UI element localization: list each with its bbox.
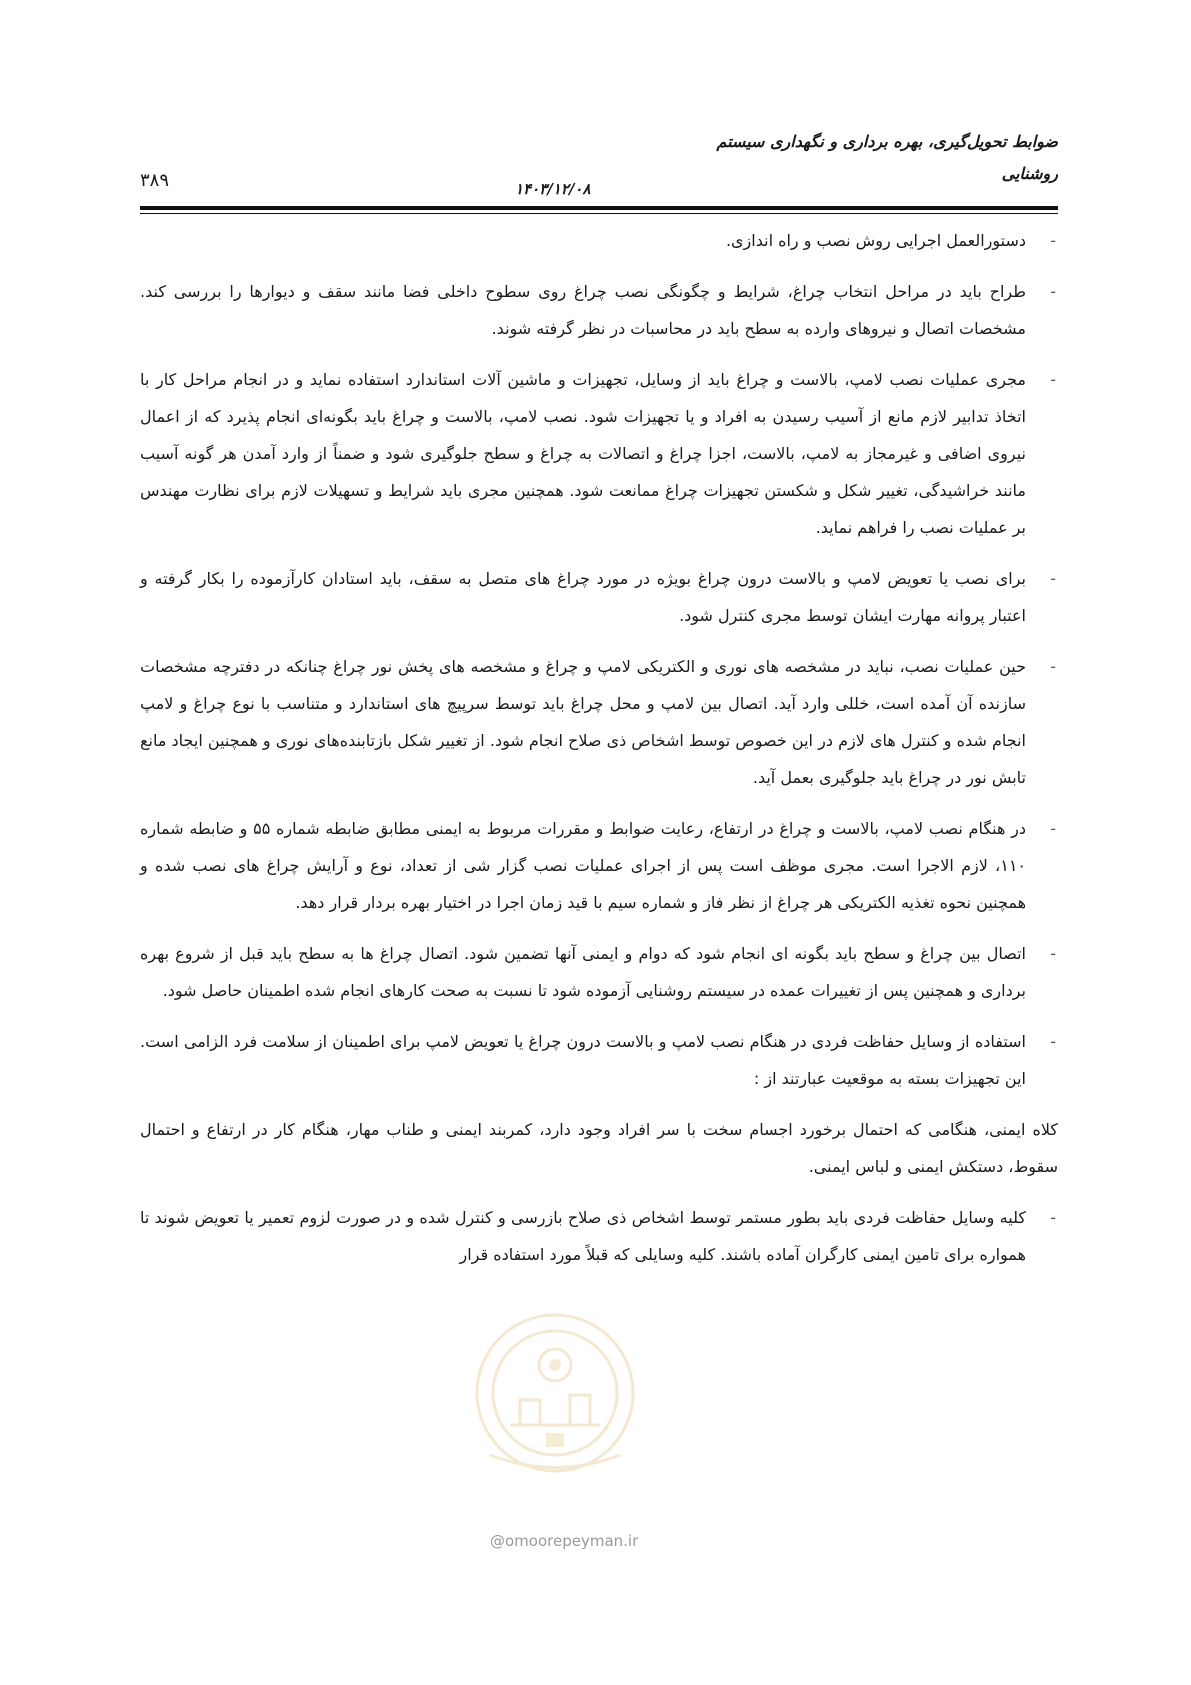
list-item-text: دستورالعمل اجرایی روش نصب و راه اندازی. — [725, 231, 1026, 250]
page-header — [140, 132, 1058, 202]
bullet-dash: - — [1050, 657, 1056, 676]
list-item-text: برای نصب یا تعویض لامپ و بالاست درون چراغ بویژه در مورد چراغ های متصل به سقف، باید استادان کارآزموده را بکار گرفته و اعتبار پروانه مهارت ایشان توسط مجری کنترل شود. — [140, 569, 1026, 625]
header-title — [716, 132, 1058, 183]
bullet-dash: - — [1050, 370, 1056, 389]
bullet-dash: - — [1050, 569, 1056, 588]
bullet-dash: - — [1050, 1032, 1056, 1051]
ppe-note-paragraph: کلاه ایمنی، هنگامی که احتمال برخورد اجسام سخت با سر افراد وجود دارد، کمربند ایمنی و طناب مهار، هنگام کار در ارتفاع و احتمال سقوط، دستکش ایمنی و لباس ایمنی. — [140, 1120, 1058, 1176]
list-item-text: طراح باید در مراحل انتخاب چراغ، شرایط و چگونگی نصب چراغ روی سطوح داخلی فضا مانند سقف و دیوارها را بررسی کند. مشخصات اتصال و نیروهای وارده به سطح باید در محاسبات در نظر گرفته شوند. — [140, 282, 1026, 338]
bullet-dash: - — [1050, 944, 1056, 963]
list-item-text: مجری عملیات نصب لامپ، بالاست و چراغ باید از وسایل، تجهیزات و ماشین آلات استاندارد استفاده نماید و در انجام مراحل کار با اتخاذ تدابیر لازم مانع از آسیب رسیدن به افراد و یا تجهیزات شود. نصب لامپ، بالاست و چراغ باید بگونه‌ای انجام پذیرد که از اعمال نیروی اضافی و غیرمجاز به لامپ، بالاست، اجزا چراغ و اتصالات به چراغ و سطح جلوگیری شود و ضمناً از وارد آمدن هر گونه آسیب مانند خراشیدگی، تغییر شکل و شکستن تجهیزات چراغ ممانعت شود. همچنین مجری باید شرایط و تسهیلات لازم برای نظارت مهندس بر عملیات نصب را فراهم نماید. — [140, 370, 1026, 537]
bullet-dash: - — [1050, 231, 1056, 250]
header-date: ۱۴۰۳/۱۲/۰۸ — [515, 180, 591, 198]
list-item — [140, 222, 1058, 259]
watermark-logo — [470, 1305, 640, 1480]
page-number: ۳۸۹ — [140, 170, 170, 191]
list-item — [140, 1199, 1058, 1273]
list-item-text: کلیه وسایل حفاظت فردی باید بطور مستمر توسط اشخاص ذی صلاح بازرسی و کنترل شده و در صورت لزوم تعمیر یا تعویض شوند تا همواره برای تامین ایمنی کارگران آماده باشند. کلیه وسایلی که قبلاً مورد استفاده قرار — [140, 1208, 1026, 1264]
body-content — [140, 222, 1058, 1287]
list-item — [140, 935, 1058, 1009]
header-title-line2: روشنایی — [1001, 164, 1058, 183]
bullet-dash: - — [1050, 282, 1056, 301]
list-item — [140, 810, 1058, 921]
bullet-dash: - — [1050, 1208, 1056, 1227]
list-item-text: در هنگام نصب لامپ، بالاست و چراغ در ارتفاع، رعایت ضوابط و مقررات مربوط به ایمنی مطابق ضابطه شماره ۵۵ و ضابطه شماره ۱۱۰، لازم الاجرا است. مجری موظف است پس از اجرای عملیات نصب گزار شی از تعداد، نوع و آرایش چراغ های نصب شده و همچنین نحوه تغذیه الکتریکی هر چراغ از نظر فاز و شماره سیم با قید زمان اجرا در اختیار بهره بردار قرار دهد. — [140, 819, 1026, 912]
list-item-text: اتصال بین چراغ و سطح باید بگونه ای انجام شود که دوام و ایمنی آنها تضمین شود. اتصال چراغ ها به سطح باید قبل از شروع بهره برداری و همچنین پس از تغییرات عمده در سیستم روشنایی آزموده شود تا نسبت به صحت کارهای انجام شده اطمینان حاصل شود. — [140, 944, 1026, 1000]
header-rule-thick — [140, 206, 1058, 210]
list-item-text: حین عملیات نصب، نباید در مشخصه های نوری و الکتریکی لامپ و چراغ و مشخصه های پخش نور چراغ چنانکه در دفترچه مشخصات سازنده آن آمده است، خللی وارد آید. اتصال بین لامپ و محل چراغ باید توسط سرپیچ های استاندارد و متناسب با نوع چراغ و لامپ انجام شده و کنترل های لازم در این خصوص توسط اشخاص ذی صلاح انجام شود. از تغییر شکل بازتابنده‌های نوری و همچنین ایجاد مانع تابش نور در چراغ باید جلوگیری بعمل آید. — [140, 657, 1026, 787]
list-item — [140, 648, 1058, 796]
list-item — [140, 1023, 1058, 1097]
list-item-text: استفاده از وسایل حفاظت فردی در هنگام نصب لامپ و بالاست درون چراغ یا تعویض لامپ برای اطمینان از سلامت فرد الزامی است. این تجهیزات بسته به موقعیت عبارتند از : — [140, 1032, 1026, 1088]
watermark-url: @omoorepeyman.ir — [490, 1532, 639, 1550]
header-rule-thin — [140, 213, 1058, 214]
bullet-dash: - — [1050, 819, 1056, 838]
list-item — [140, 361, 1058, 546]
header-title-line1: ضوابط تحویل‌گیری، بهره برداری و نگهداری سیستم — [716, 132, 1058, 151]
list-item — [140, 273, 1058, 347]
list-item — [140, 560, 1058, 634]
